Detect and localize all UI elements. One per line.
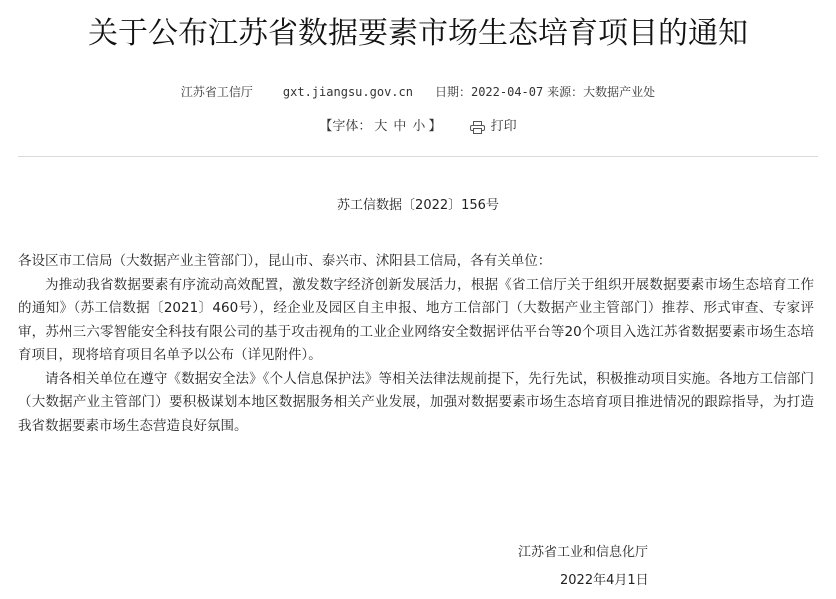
print-label: 打印 xyxy=(490,119,517,134)
font-size-label: 【字体： xyxy=(319,119,372,134)
salutation: 各设区市工信局（大数据产业主管部门），昆山市、泰兴市、沭阳县工信局，各有关单位： xyxy=(18,253,552,269)
printer-icon xyxy=(470,121,485,134)
body-paragraph-2: 请各相关单位在遵守《数据安全法》《个人信息保护法》等相关法律法规前提下，先行先试，积极推动项目实施。各地方工信部门（大数据产业主管部门）要积极谋划本地区数据服务相关产业发展，加强对数据要素市场生态培育项目推进情况的跟踪指导，为打造我省数据要素市场生态营造良好氛围。 xyxy=(18,370,814,434)
header-divider xyxy=(18,156,818,157)
font-size-medium-link[interactable]: 中 xyxy=(393,119,407,134)
article-page: 关于公布江苏省数据要素市场生态培育项目的通知 江苏省工信厅 gxt.jiangsu.gov.cn 日期：2022-04-07 来源：大数据产业处 【字体： 大 中 小 】 打印 苏工信数据〔2022〕156号 各设区市工信局（大数据产业主管部门），昆山市、泰兴市、沭阳县工信局，各有关单位： 为推动我省数据要素有序流动高效配置，激发数字经济创新发展活力，根据《省工信厅关于组织开展数据要素市场生态培育工作的通知》（苏工信数据〔2021〕460号），经企业及园区自主申报、地方工信部门（大数据产业主管部门）推荐、形式审查、专家评审，苏州三六零智能安全科技有限公司的基于攻击视角的工业企业网络安全数据评估平台等20个项目入选江苏省数据要素市场生态培育项目，现将培育项目名单予以公布（详见附件）。 请各相关单位在遵守《数据安全法》《个人信息保护法》等相关法律法规前提下，先行先试，积极推动项目实施。各地方工信部门（大数据产业主管部门）要积极谋划本地区数据服务相关产业发展，加强对数据要素市场生态培育项目推进情况的跟踪指导，为打造我省数据要素市场生态营造良好氛围。 江苏省工业和信息化厅 2022年4月1日 xyxy=(0,0,836,599)
page-title: 关于公布江苏省数据要素市场生态培育项目的通知 xyxy=(88,16,748,51)
article-tools xyxy=(0,118,836,136)
print-button[interactable] xyxy=(470,118,517,136)
article-body xyxy=(18,250,814,438)
source-name: 大数据产业处 xyxy=(583,85,656,99)
font-size-large-link[interactable]: 大 xyxy=(374,119,388,134)
document-number: 苏工信数据〔2022〕156号 xyxy=(337,198,499,213)
body-paragraph-1: 为推动我省数据要素有序流动高效配置，激发数字经济创新发展活力，根据《省工信厅关于组织开展数据要素市场生态培育工作的通知》（苏工信数据〔2021〕460号），经企业及园区自主申报、地方工信部门（大数据产业主管部门）推荐、形式审查、专家评审，苏州三六零智能安全科技有限公司的基于攻击视角的工业企业网络安全数据评估平台等20个项目入选江苏省数据要素市场生态培育项目，现将培育项目名单予以公布（详见附件）。 xyxy=(18,276,814,363)
font-size-bracket: 】 xyxy=(428,119,442,134)
source-label: 来源： xyxy=(547,85,584,99)
site-domain: gxt.jiangsu.gov.cn xyxy=(282,85,413,99)
publisher-name: 江苏省工信厅 xyxy=(180,85,253,99)
date-label: 日期： xyxy=(434,85,471,99)
publish-date: 2022-04-07 xyxy=(470,85,544,99)
font-size-small-link[interactable]: 小 xyxy=(412,119,426,134)
article-meta xyxy=(0,83,836,101)
